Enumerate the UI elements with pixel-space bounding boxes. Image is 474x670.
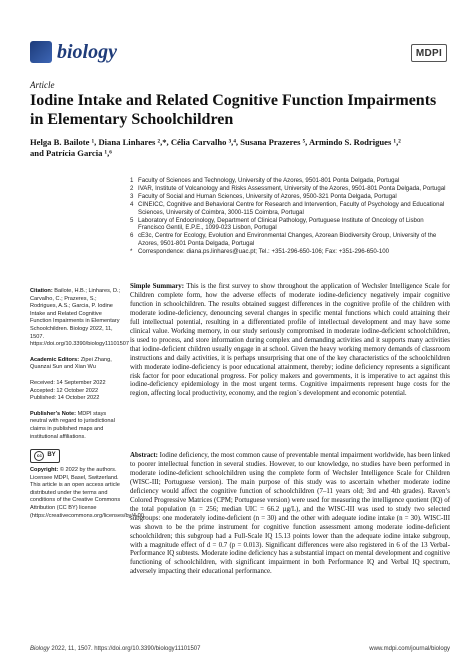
article-type: Article bbox=[30, 80, 55, 90]
page-footer bbox=[30, 646, 450, 652]
side-column bbox=[30, 288, 146, 528]
authors-line-2: and Patrícia Garcia ¹,⁶ bbox=[30, 148, 112, 158]
affiliation: 5 Laboratory of Endocrinology, Department of Clinical Pathology, Portuguese Institute of Oncology of Lisbon Francisco Gentil, E.P.E., 1099-023 Lisbon, Portugal bbox=[130, 216, 424, 232]
citation: Citation: Bailote, H.B.; Linhares, D.; Carvalho, C.; Prazeres, S.; Rodrigues, A.S.; Garcia, P. Iodine Intake and Related Cognitive Function Impairments in Elementary Schoolchildren. Biology 2022, 11, 1507. https://doi.org/10.3390/biology11101507 bbox=[30, 288, 130, 348]
correspondence: * Correspondence: diana.ps.linhares@uac.pt; Tel.: +351-296-650-106; Fax: +351-296-650-100 bbox=[130, 248, 390, 256]
dates bbox=[30, 380, 122, 403]
publisher-note: Publisher’s Note: MDPI stays neutral with regard to jurisdictional claims in published maps and institutional affiliations. bbox=[30, 410, 115, 440]
affiliation: 4 CINEICC, Cognitive and Behavioral Centre for Research and Intervention, Faculty of Psychology and Educational Sciences, University of Coimbra, 3000-115 Coimbra, Portugal bbox=[130, 200, 445, 216]
authors bbox=[30, 137, 450, 159]
paper-title: Iodine Intake and Related Cognitive Function Impairments in Elementary Schoolchildren bbox=[30, 92, 437, 128]
journal-name: biology bbox=[57, 40, 117, 63]
affiliation: 2 IVAR, Institute of Volcanology and Risks Assessment, University of the Azores, 9501-801 Ponta Delgada, Portugal bbox=[130, 184, 446, 192]
journal-emblem-icon bbox=[30, 41, 52, 63]
footer-citation: Biology 2022, 11, 1507. https://doi.org/10.3390/biology11101507 bbox=[30, 646, 201, 652]
publisher-logo: MDPI bbox=[411, 44, 447, 62]
affiliation: 3 Faculty of Social and Human Sciences, University of Azores, 9500-321 Ponta Delgada, Portugal bbox=[130, 192, 397, 200]
academic-editors: Academic Editors: Zipei Zhang, Quanzai Sun and Xian Wu bbox=[30, 356, 112, 371]
abstract: Abstract: Iodine deficiency, the most common cause of preventable mental impairment worldwide, has been linked to poorer intellectual function in several studies. However, to our knowledge, no studies have been performed in moderate iodine-deficient schoolchildren using the complete form of Wechsler Intelligence Scale for Children (WISC-III; Portuguese version). The main purpose of this study was to ascertain whether moderate iodine deficiency would affect the cognitive function of schoolchildren (7–11 years old; 3rd and 4th grades). Raven’s Colored Progressive Matrices (CPM; Portuguese version) were used for measuring the intelligence quotient (IQ) of the total population (n = 256; median UIC = 66.2 µg/L), and the WISC-III was used to study two selected subgroups: one moderately iodine-deficient (n = 30) and the other with adequate iodine intake (n = 30). WISC-III was shown to be the prime instrument for cognitive function assessment among moderate iodine-deficient schoolchildren; this subgroup had a Full-Scale IQ 15.13 points lower than the adequate iodine intake subgroup, with a magnitude effect of d = 0.7 (p = 0.013). Significant differences were also registered in 6 of the 13 Verbal-Performance IQ subtests. Moderate iodine deficiency has a substantial impact on mental development and cognitive functioning of schoolchildren, with significant impairment in both Performance IQ and Verbal IQ spectrum, adversely impacting their educational performance. bbox=[130, 452, 450, 576]
received-date: Received: 14 September 2022 bbox=[30, 379, 106, 386]
cc-by-license-icon[interactable]: cc BY bbox=[30, 449, 60, 463]
accepted-date: Accepted: 12 October 2022 bbox=[30, 387, 99, 394]
affiliation: 1 Faculty of Sciences and Technology, University of the Azores, 9501-801 Ponta Delgada, Portugal bbox=[130, 177, 400, 184]
simple-summary: Simple Summary: This is the first survey to show throughout the application of Wechsler Intelligence Scale for Children complete form, how the adverse effects of moderate iodine-deficiency negatively impair cognitive function in schoolchildren. The results obtained suggest differences in the cognitive profile of the children with moderate iodine-deficiency, denouncing several changes in specific mental functions which could attaining their full intellectual potential, resulting in a differentiated profile of intellectual development and may have some clinical value. Working memory, in our study seriously compromised in moderate iodine-deficient schoolchildren, is used to process, and store information during complex and demanding activities and it supports many activities that iodine-deficient children usually engage in at school. Given the heavy working memory demands of classroom instructions and daily activities, it is perhaps unsurprising that one of the key characteristics of the schoolchildren with moderate iodine-deficiency is poor educational attainment, thereby; iodine deficiency represents a significant risk factor for poor educational progress. For policy makers and governments, it is imperative to act against this iodine-deficiency epidemiology in the most urgent terms. Cognitive impairments represent huge costs for the region, affecting local productivity, economy, and the region´s development and economic potential. bbox=[130, 283, 450, 398]
footer-journal-url[interactable]: www.mdpi.com/journal/biology bbox=[369, 646, 450, 652]
affiliations bbox=[130, 177, 450, 256]
authors-line-1: Helga B. Bailote ¹, Diana Linhares ²,*, Célia Carvalho ³,⁴, Susana Prazeres ⁵, Armindo S. Rodrigues ¹,² bbox=[30, 137, 401, 147]
affiliation: 6 cE3c, Centre for Ecology, Evolution and Environmental Changes, Azorean Biodiversity Group, University of the Azores, 9501-801 Ponta Delgada, Portugal bbox=[130, 232, 437, 248]
copyright: Copyright: © 2022 by the authors. Licensee MDPI, Basel, Switzerland. This article is an open access article distributed under the terms and conditions of the Creative Commons Attribution (CC BY) license (https://creativecommons.org/licenses/by/4.0/). bbox=[30, 467, 146, 519]
published-date: Published: 14 October 2022 bbox=[30, 395, 100, 402]
journal-logo bbox=[30, 40, 150, 64]
